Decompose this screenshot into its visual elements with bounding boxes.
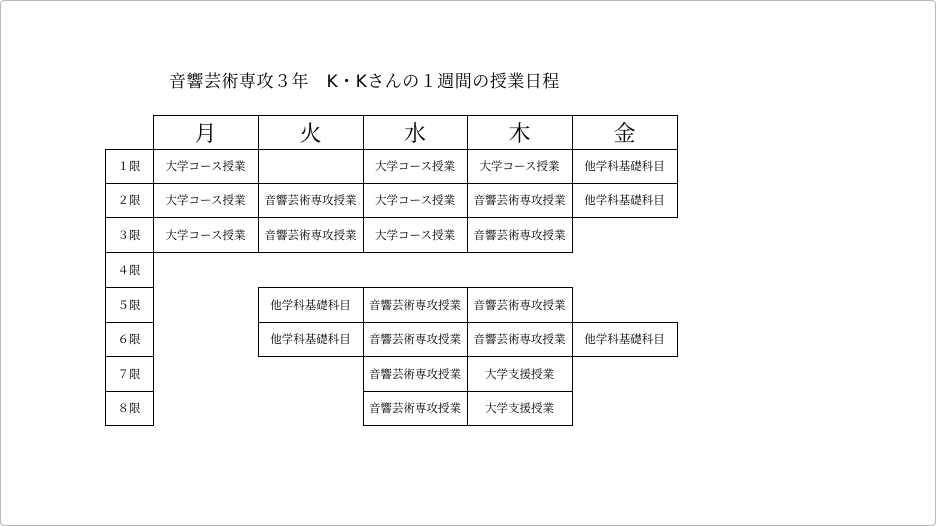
grid-line — [467, 252, 573, 253]
class-cell: 音響芸術専攻授業 — [473, 193, 566, 207]
grid-line — [467, 322, 573, 323]
grid-line — [363, 183, 468, 184]
class-cell: 音響芸術専攻授業 — [369, 297, 461, 312]
class-cell: 大学コース授業 — [165, 159, 246, 173]
grid-line — [105, 183, 154, 184]
grid-line — [105, 391, 154, 392]
period-label: ５限 — [117, 297, 141, 312]
day-header: 月 — [194, 121, 217, 147]
grid-line — [258, 183, 364, 184]
grid-line — [105, 149, 154, 150]
class-cell: 大学コース授業 — [375, 193, 455, 207]
grid-line — [467, 217, 468, 253]
grid-line — [105, 217, 154, 218]
grid-line — [105, 149, 106, 426]
period-label: ７限 — [117, 366, 141, 381]
grid-line — [572, 149, 678, 150]
grid-line — [572, 322, 573, 357]
class-cell: 大学支援授業 — [485, 401, 554, 415]
grid-line — [677, 322, 678, 357]
grid-line — [467, 115, 468, 150]
period-label: １限 — [117, 159, 141, 173]
grid-line — [467, 425, 573, 426]
grid-line — [105, 322, 154, 323]
class-cell: 音響芸術専攻授業 — [473, 227, 566, 242]
grid-line — [153, 183, 154, 218]
grid-line — [572, 217, 678, 218]
grid-line — [467, 356, 468, 392]
grid-line — [572, 183, 678, 184]
grid-line — [105, 356, 154, 357]
grid-line — [258, 217, 364, 218]
grid-line — [363, 356, 364, 392]
grid-line — [153, 149, 259, 150]
grid-line — [105, 287, 154, 288]
class-cell: 他学科基礎科目 — [584, 332, 665, 346]
grid-line — [572, 287, 573, 323]
class-cell: 他学科基礎科目 — [270, 297, 351, 312]
grid-line — [467, 356, 573, 357]
grid-line — [363, 217, 468, 218]
class-cell: 大学コース授業 — [165, 193, 246, 207]
grid-line — [363, 183, 364, 218]
period-label: ３限 — [117, 227, 141, 242]
grid-line — [467, 287, 573, 288]
grid-line — [467, 149, 573, 150]
class-cell: 音響芸術専攻授業 — [264, 193, 357, 207]
grid-line — [153, 149, 154, 184]
grid-line — [677, 149, 678, 184]
grid-line — [258, 322, 364, 323]
grid-line — [572, 391, 573, 426]
grid-line — [153, 252, 259, 253]
grid-line — [258, 287, 259, 323]
grid-line — [572, 217, 573, 253]
grid-line — [363, 356, 468, 357]
grid-line — [363, 287, 364, 323]
grid-line — [677, 183, 678, 218]
grid-line — [105, 425, 154, 426]
class-cell: 他学科基礎科目 — [270, 332, 351, 346]
grid-line — [258, 149, 259, 184]
class-cell: 音響芸術専攻授業 — [369, 401, 461, 415]
day-header: 木 — [508, 121, 531, 147]
period-label: ６限 — [117, 332, 141, 346]
period-label: ８限 — [117, 401, 141, 415]
period-label: ４限 — [117, 262, 141, 277]
grid-line — [467, 217, 573, 218]
grid-line — [467, 183, 468, 218]
grid-line — [363, 322, 468, 323]
grid-line — [467, 391, 573, 392]
grid-line — [467, 287, 468, 323]
class-cell: 大学コース授業 — [375, 227, 455, 242]
grid-line — [153, 115, 678, 116]
grid-line — [363, 322, 364, 357]
day-header: 水 — [403, 121, 426, 147]
grid-line — [572, 115, 573, 150]
grid-line — [363, 217, 364, 253]
grid-line — [105, 252, 154, 253]
grid-line — [153, 115, 154, 150]
grid-line — [363, 391, 364, 426]
grid-line — [677, 115, 678, 150]
class-cell: 音響芸術専攻授業 — [264, 227, 357, 242]
page-title: 音響芸術専攻３年 K・Kさんの１週間の授業日程 — [169, 72, 560, 92]
class-cell: 他学科基礎科目 — [584, 193, 665, 207]
grid-line — [258, 183, 259, 218]
class-cell: 大学コース授業 — [375, 159, 455, 173]
grid-line — [363, 391, 468, 392]
grid-line — [153, 217, 154, 253]
grid-line — [572, 356, 678, 357]
class-cell: 音響芸術専攻授業 — [473, 332, 566, 346]
grid-line — [467, 183, 573, 184]
grid-line — [572, 149, 573, 184]
grid-line — [363, 425, 468, 426]
grid-line — [363, 287, 468, 288]
grid-line — [258, 322, 259, 357]
grid-line — [572, 356, 573, 392]
class-cell: 音響芸術専攻授業 — [369, 332, 461, 346]
day-header: 金 — [613, 121, 636, 147]
grid-line — [258, 287, 364, 288]
grid-line — [258, 115, 259, 150]
grid-line — [363, 252, 468, 253]
grid-line — [572, 322, 678, 323]
class-cell: 音響芸術専攻授業 — [473, 297, 566, 312]
class-cell: 大学コース授業 — [165, 227, 246, 242]
grid-line — [467, 149, 468, 184]
grid-line — [363, 149, 468, 150]
grid-line — [363, 115, 364, 150]
class-cell: 他学科基礎科目 — [584, 159, 665, 173]
grid-line — [153, 183, 259, 184]
class-cell: 大学支援授業 — [485, 366, 554, 381]
period-label: ２限 — [117, 193, 141, 207]
grid-line — [258, 217, 259, 253]
grid-line — [467, 322, 468, 357]
grid-line — [363, 149, 364, 184]
class-cell: 大学コース授業 — [479, 159, 560, 173]
grid-line — [258, 356, 364, 357]
class-cell: 音響芸術専攻授業 — [369, 366, 461, 381]
grid-line — [153, 217, 259, 218]
day-header: 火 — [299, 121, 322, 147]
grid-line — [572, 183, 573, 218]
grid-line — [467, 391, 468, 426]
grid-line — [258, 252, 364, 253]
